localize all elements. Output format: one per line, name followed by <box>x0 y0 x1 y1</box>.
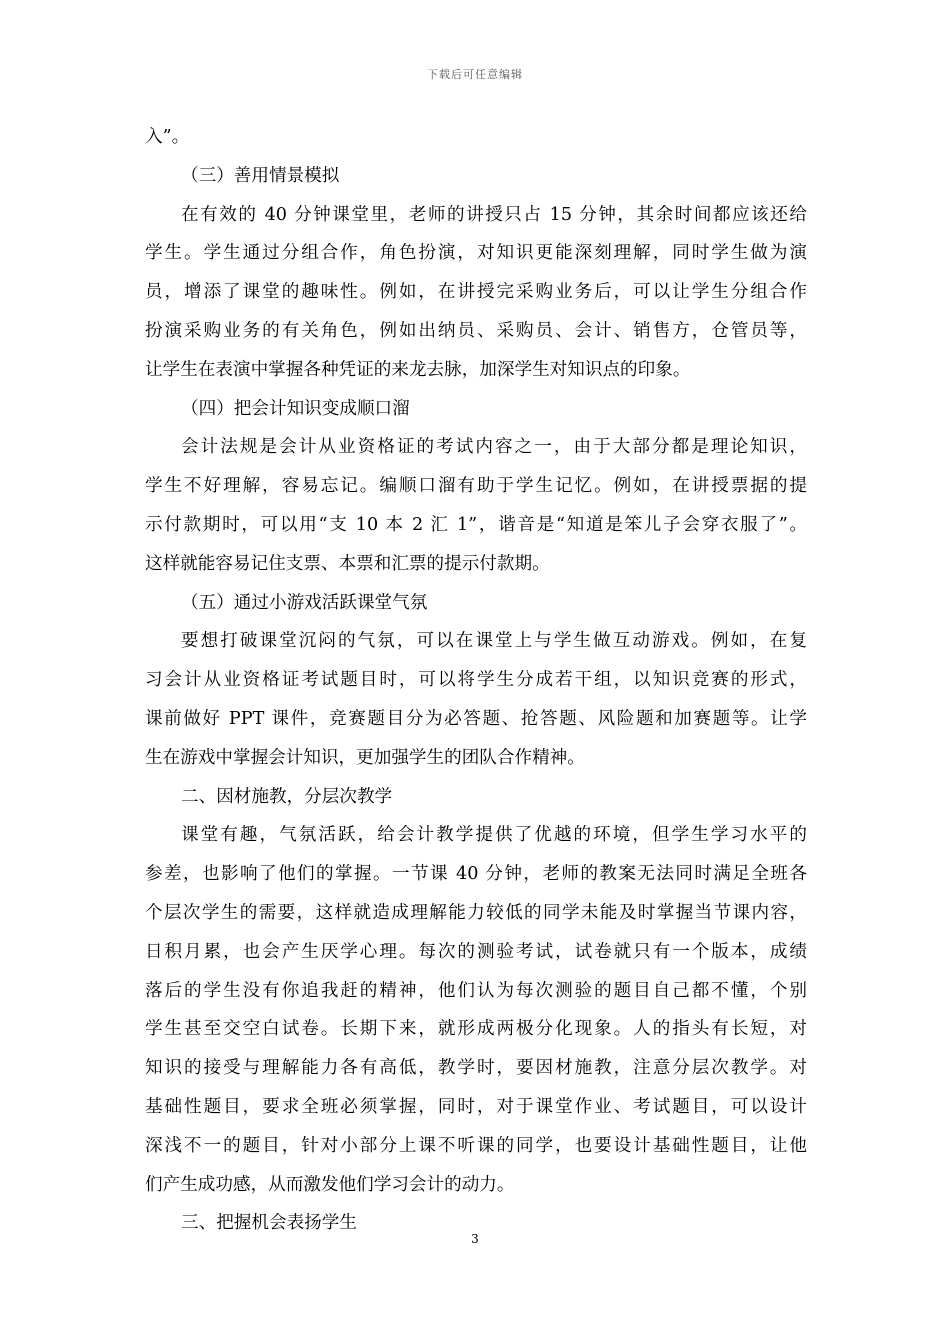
text-line: 生在游戏中掌握会计知识，更加强学生的团队合作精神。 <box>145 747 585 768</box>
text-line: 知识的接受与理解能力各有高低，教学时，要因材施教，注意分层次教学。对 <box>145 1058 807 1079</box>
text-line: 入”。 <box>145 127 190 147</box>
text-line: 课前做好 PPT 课件，竞赛题目分为必答题、抢答题、风险题和加赛题等。让学 <box>145 708 807 729</box>
text-line: 深浅不一的题目，针对小部分上课不听课的同学，也要设计基础性题目，让他 <box>145 1135 807 1156</box>
document-body <box>145 118 807 1243</box>
text-line: 学生。学生通过分组合作，角色扮演，对知识更能深刻理解，同时学生做为演 <box>145 243 807 264</box>
text-line: 这样就能容易记住支票、本票和汇票的提示付款期。 <box>145 553 550 574</box>
page-header: 下载后可任意编辑 <box>427 68 523 81</box>
text-line: 学生不好理解，容易忘记。编顺口溜有助于学生记忆。例如，在讲授票据的提 <box>145 476 807 497</box>
page-number: 3 <box>471 1232 479 1246</box>
text-line: 参差，也影响了他们的掌握。一节课 40 分钟，老师的教案无法同时满足全班各 <box>145 864 807 885</box>
text-line: 让学生在表演中掌握各种凭证的来龙去脉，加深学生对知识点的印象。 <box>145 359 691 380</box>
text-line: 三、把握机会表扬学生 <box>181 1213 357 1234</box>
text-line: 基础性题目，要求全班必须掌握，同时，对于课堂作业、考试题目，可以设计 <box>145 1096 807 1117</box>
text-line: 二、因材施教，分层次教学 <box>181 786 393 807</box>
text-line: 落后的学生没有你追我赶的精神，他们认为每次测验的题目自己都不懂，个别 <box>145 980 807 1001</box>
text-line: 日积月累，也会产生厌学心理。每次的测验考试，试卷就只有一个版本，成绩 <box>145 941 807 962</box>
text-line: 们产生成功感，从而激发他们学习会计的动力。 <box>145 1174 515 1195</box>
text-line: （五）通过小游戏活跃课堂气氛 <box>181 592 428 613</box>
text-line: 习会计从业资格证考试题目时，可以将学生分成若干组，以知识竞赛的形式， <box>145 670 807 691</box>
text-line: 示付款期时，可以用“支 10 本 2 汇 1”，谐音是“知道是笨儿子会穿衣服了”。 <box>145 514 807 535</box>
text-line: 员，增添了课堂的趣味性。例如，在讲授完采购业务后，可以让学生分组合作 <box>145 282 807 303</box>
text-line: 要想打破课堂沉闷的气氛，可以在课堂上与学生做互动游戏。例如，在复 <box>181 631 807 652</box>
text-line: 在有效的 40 分钟课堂里，老师的讲授只占 15 分钟，其余时间都应该还给 <box>181 204 807 225</box>
text-line: 会计法规是会计从业资格证的考试内容之一，由于大部分都是理论知识， <box>181 437 807 458</box>
text-line: 学生甚至交空白试卷。长期下来，就形成两极分化现象。人的指头有长短，对 <box>145 1019 807 1040</box>
text-line: （三）善用情景模拟 <box>181 165 340 186</box>
text-line: （四）把会计知识变成顺口溜 <box>181 398 410 419</box>
text-line: 扮演采购业务的有关角色，例如出纳员、采购员、会计、销售方，仓管员等， <box>145 320 807 341</box>
text-line: 个层次学生的需要，这样就造成理解能力较低的同学未能及时掌握当节课内容， <box>145 902 807 923</box>
text-line: 课堂有趣，气氛活跃，给会计教学提供了优越的环境，但学生学习水平的 <box>181 825 807 846</box>
